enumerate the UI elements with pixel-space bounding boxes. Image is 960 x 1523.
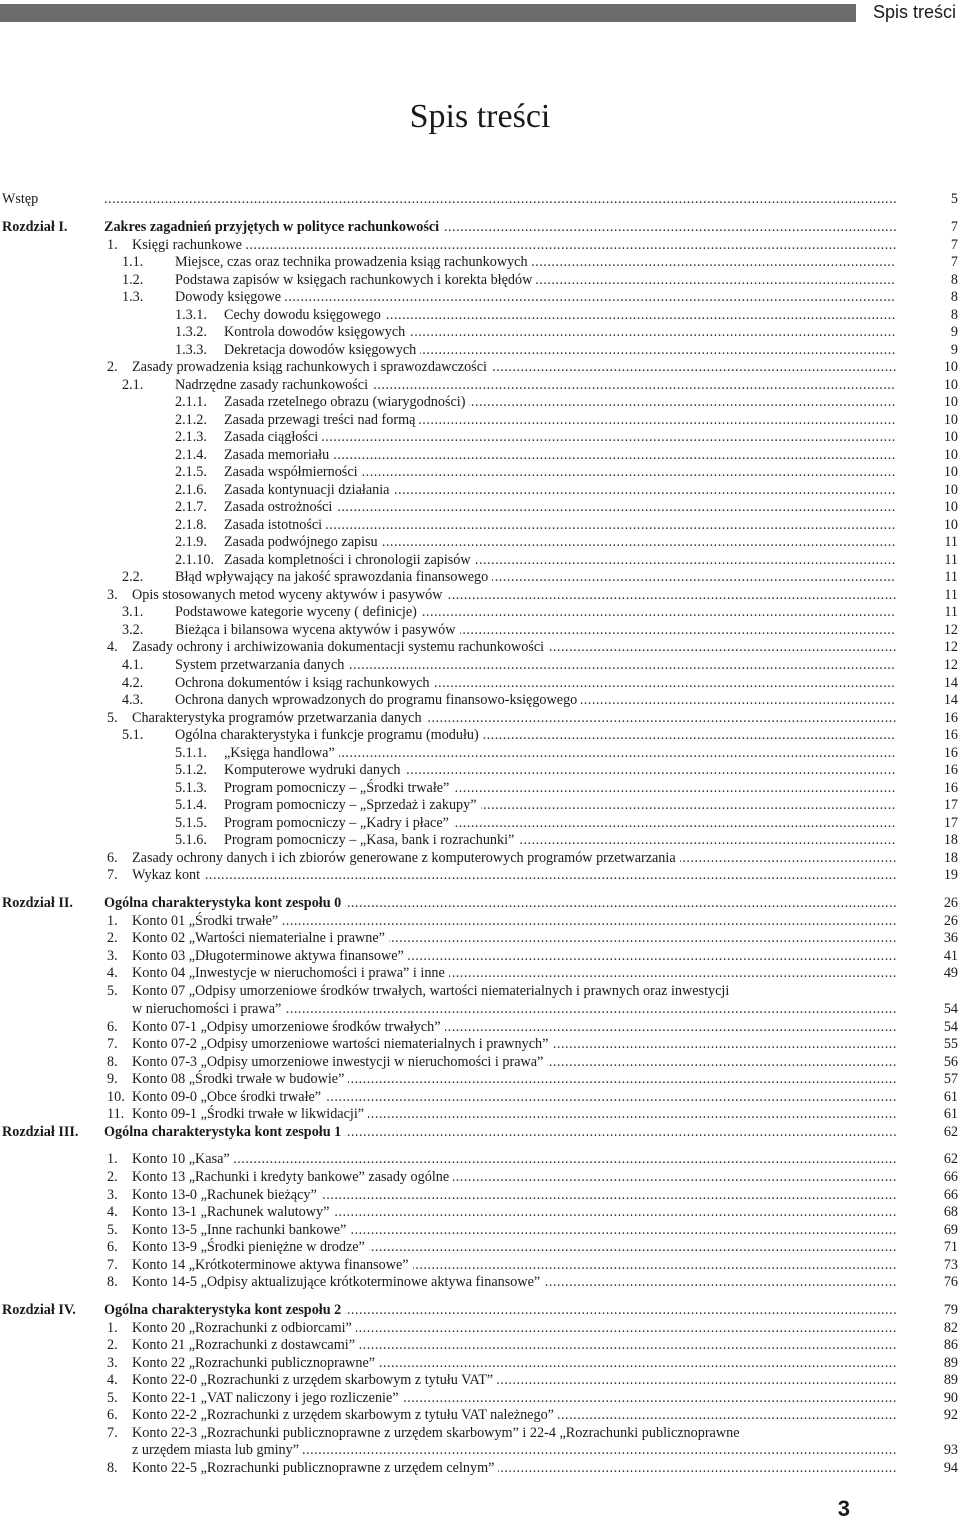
toc-entry-number: 5. bbox=[107, 1390, 118, 1406]
toc-entry-number: 4. bbox=[107, 965, 118, 981]
toc-entry-title: Konto 02 „Wartości niematerialne i prawne” bbox=[132, 929, 389, 947]
toc-entry-title: Konto 20 „Rozrachunki z odbiorcami” bbox=[132, 1319, 356, 1337]
toc-entry-title: Zasada kontynuacji działania bbox=[224, 481, 393, 499]
toc-chapter-row[interactable] bbox=[0, 1123, 960, 1141]
toc-entry-number: 5.1. bbox=[122, 727, 144, 743]
toc-page-number: 12 bbox=[943, 657, 958, 673]
toc-entry-number: 4. bbox=[107, 1372, 118, 1388]
toc-entry-title: Konto 22-3 „Rozrachunki publicznoprawne z urzędem skarbowym” i 22-4 „Rozrachunki publicznoprawne bbox=[132, 1424, 744, 1442]
toc-page-number: 66 bbox=[943, 1169, 958, 1185]
toc-entry-row[interactable] bbox=[0, 516, 960, 534]
toc-entry-number: 1.1. bbox=[122, 254, 144, 270]
toc-entry-title: Konto 21 „Rozrachunki z dostawcami” bbox=[132, 1336, 359, 1354]
toc-page-number: 89 bbox=[943, 1372, 958, 1388]
toc-entry-row[interactable] bbox=[0, 866, 960, 884]
toc-entry-row[interactable] bbox=[0, 1203, 960, 1221]
toc-entry-title: Zasada podwójnego zapisu bbox=[224, 533, 382, 551]
toc-entry-number: 1.3. bbox=[122, 289, 144, 305]
toc-entry-row[interactable] bbox=[0, 1186, 960, 1204]
toc-entry-row[interactable] bbox=[0, 323, 960, 341]
toc-entry-title: Konto 07-1 „Odpisy umorzeniowe środków trwałych” bbox=[132, 1018, 445, 1036]
toc-entry-row[interactable] bbox=[0, 1221, 960, 1239]
toc-page-number: 36 bbox=[943, 930, 958, 946]
toc-entry-title: Konto 07-3 „Odpisy umorzeniowe inwestycji w nieruchomości i prawa” bbox=[132, 1053, 547, 1071]
toc-entry-title: Konto 22-1 „VAT naliczony i jego rozliczenie” bbox=[132, 1389, 403, 1407]
toc-leader-dots bbox=[224, 428, 896, 446]
toc-entry-title: Konto 22-2 „Rozrachunki z urzędem skarbowym z tytułu VAT należnego” bbox=[132, 1406, 558, 1424]
toc-entry-row[interactable] bbox=[0, 709, 960, 727]
toc-entry-row[interactable] bbox=[0, 1406, 960, 1424]
toc-entry-title: Bieżąca i bilansowa wycena aktywów i pasywów bbox=[175, 621, 460, 639]
toc-entry-row[interactable] bbox=[0, 849, 960, 867]
toc-entry-row[interactable] bbox=[0, 568, 960, 586]
toc-entry-title: Błąd wpływający na jakość sprawozdania finansowego bbox=[175, 568, 492, 586]
toc-page-number: 16 bbox=[943, 710, 958, 726]
toc-page-number: 11 bbox=[944, 569, 958, 585]
toc-entry-number: 2.1.2. bbox=[175, 412, 207, 428]
toc-entry-number: 4. bbox=[107, 1204, 118, 1220]
toc-entry-number: 4. bbox=[107, 639, 118, 655]
toc-page-number: 89 bbox=[943, 1355, 958, 1371]
toc-entry-row[interactable] bbox=[0, 779, 960, 797]
toc-entry-number: 2.1.7. bbox=[175, 499, 207, 515]
toc-entry-row[interactable] bbox=[0, 253, 960, 271]
toc-page-number: 10 bbox=[943, 482, 958, 498]
toc-entry-number: 6. bbox=[107, 1019, 118, 1035]
toc-entry-title: Ogólna charakterystyka i funkcje programu (modułu) bbox=[175, 726, 483, 744]
toc-page-number: 16 bbox=[943, 780, 958, 796]
toc-entry-title: Księgi rachunkowe bbox=[132, 236, 246, 254]
toc-entry-number: 2. bbox=[107, 1337, 118, 1353]
toc-entry-title: Program pomocniczy – „Sprzedaż i zakupy” bbox=[224, 796, 481, 814]
toc-page-number: 26 bbox=[943, 895, 958, 911]
toc-entry-row[interactable] bbox=[0, 982, 960, 1000]
toc-page-number: 76 bbox=[943, 1274, 958, 1290]
toc-entry-number: 8. bbox=[107, 1054, 118, 1070]
toc-entry-number: 11. bbox=[107, 1106, 125, 1122]
toc-entry-row[interactable] bbox=[0, 656, 960, 674]
toc-page-number: 69 bbox=[943, 1222, 958, 1238]
toc-page-number: 12 bbox=[943, 622, 958, 638]
toc-page-number: 62 bbox=[943, 1151, 958, 1167]
toc-entry-row[interactable] bbox=[0, 288, 960, 306]
toc-entry-row[interactable] bbox=[0, 912, 960, 930]
toc-entry-row[interactable] bbox=[0, 674, 960, 692]
toc-entry-number: 5. bbox=[107, 1222, 118, 1238]
toc-entry-number: 1.3.3. bbox=[175, 342, 207, 358]
toc-entry-title: Zasada ostrożności bbox=[224, 498, 336, 516]
toc-entry-number: 10. bbox=[107, 1089, 125, 1105]
toc-entry-title: Program pomocniczy – „Kasa, bank i rozrachunki” bbox=[224, 831, 518, 849]
toc-entry-title: Konto 07-2 „Odpisy umorzeniowe wartości niematerialnych i prawnych” bbox=[132, 1035, 552, 1053]
toc-entry-number: 3. bbox=[107, 1187, 118, 1203]
toc-entry-number: 2.1.4. bbox=[175, 447, 207, 463]
toc-entry-row[interactable] bbox=[0, 1441, 960, 1459]
toc-entry-row[interactable] bbox=[0, 1424, 960, 1442]
toc-entry-number: 3.2. bbox=[122, 622, 144, 638]
toc-page-number: 11 bbox=[944, 552, 958, 568]
toc-entry-title: Opis stosowanych metod wyceny aktywów i pasywów bbox=[132, 586, 447, 604]
toc-entry-title: Podstawa zapisów w księgach rachunkowych i korekta błędów bbox=[175, 271, 536, 289]
toc-entry-title: Cechy dowodu księgowego bbox=[224, 306, 385, 324]
toc-entry-row[interactable] bbox=[0, 1256, 960, 1274]
toc-page-number: 90 bbox=[943, 1390, 958, 1406]
toc-page-number: 94 bbox=[943, 1460, 958, 1476]
toc-entry-title: Konto 22 „Rozrachunki publicznoprawne” bbox=[132, 1354, 379, 1372]
toc-entry-number: 7. bbox=[107, 867, 118, 883]
toc-page-number: 18 bbox=[943, 850, 958, 866]
toc-page-number: 10 bbox=[943, 377, 958, 393]
toc-entry-title: Ogólna charakterystyka kont zespołu 2 bbox=[104, 1301, 345, 1319]
toc-entry-number: 1. bbox=[107, 237, 118, 253]
toc-entry-title: Podstawowe kategorie wyceny ( definicje) bbox=[175, 603, 421, 621]
toc-page-number: 54 bbox=[943, 1001, 958, 1017]
toc-entry-row[interactable] bbox=[0, 411, 960, 429]
toc-entry-row[interactable] bbox=[0, 603, 960, 621]
toc-page-number: 54 bbox=[943, 1019, 958, 1035]
toc-page-number: 14 bbox=[943, 692, 958, 708]
toc-page-number: 11 bbox=[944, 587, 958, 603]
toc-entry-title: Konto 09-1 „Środki trwałe w likwidacji” bbox=[132, 1105, 368, 1123]
toc-entry-row[interactable] bbox=[0, 236, 960, 254]
toc-page-number: 49 bbox=[943, 965, 958, 981]
toc-entry-row[interactable] bbox=[0, 341, 960, 359]
toc-page-number: 9 bbox=[950, 342, 958, 358]
toc-page-number: 57 bbox=[943, 1071, 958, 1087]
toc-entry-title: Ochrona dokumentów i ksiąg rachunkowych bbox=[175, 674, 434, 692]
toc-entry-number: 1. bbox=[107, 913, 118, 929]
toc-page-number: 10 bbox=[943, 359, 958, 375]
toc-entry-number: 5.1.2. bbox=[175, 762, 207, 778]
toc-entry-row[interactable] bbox=[0, 1238, 960, 1256]
toc-page-number: 61 bbox=[943, 1106, 958, 1122]
toc-entry-number: 6. bbox=[107, 1407, 118, 1423]
toc-entry-number: 5.1.5. bbox=[175, 815, 207, 831]
toc-entry-row[interactable] bbox=[0, 306, 960, 324]
toc-page-number: 17 bbox=[943, 815, 958, 831]
toc-entry-row[interactable] bbox=[0, 814, 960, 832]
toc-entry-title: Zasada memoriału bbox=[224, 446, 333, 464]
toc-page-number: 17 bbox=[943, 797, 958, 813]
toc-entry-number: 6. bbox=[107, 1239, 118, 1255]
toc-chapter-row[interactable] bbox=[0, 894, 960, 912]
toc-entry-title: Zasada ciągłości bbox=[224, 428, 322, 446]
toc-entry-row[interactable] bbox=[0, 1070, 960, 1088]
toc-page-number: 7 bbox=[950, 237, 958, 253]
toc-entry-title: Zasady ochrony i archiwizowania dokumentacji systemu rachunkowości bbox=[132, 638, 548, 656]
toc-entry-number: 8. bbox=[107, 1274, 118, 1290]
toc-entry-row[interactable] bbox=[0, 481, 960, 499]
toc-entry-number: 8. bbox=[107, 1460, 118, 1476]
toc-entry-title: Konto 01 „Środki trwałe” bbox=[132, 912, 282, 930]
toc-page-number: 18 bbox=[943, 832, 958, 848]
toc-entry-title: Program pomocniczy – „Kadry i płace” bbox=[224, 814, 453, 832]
running-header: Spis treści bbox=[872, 2, 956, 22]
toc-entry-title: Zasada współmierności bbox=[224, 463, 362, 481]
toc-entry-row[interactable] bbox=[0, 964, 960, 982]
toc-entry-number: 2.1.8. bbox=[175, 517, 207, 533]
toc-entry-title: w nieruchomości i prawa” bbox=[132, 1000, 285, 1018]
toc-entry-row[interactable] bbox=[0, 428, 960, 446]
toc-page-number: 66 bbox=[943, 1187, 958, 1203]
toc-page-number: 68 bbox=[943, 1204, 958, 1220]
toc-entry-row[interactable] bbox=[0, 1018, 960, 1036]
toc-entry-title: Miejsce, czas oraz technika prowadzenia ksiąg rachunkowych bbox=[175, 253, 532, 271]
toc-entry-number: 5.1.3. bbox=[175, 780, 207, 796]
toc-entry-title: Konto 14 „Krótkoterminowe aktywa finansowe” bbox=[132, 1256, 413, 1274]
toc-page-number: 92 bbox=[943, 1407, 958, 1423]
page-number: 3 bbox=[837, 1496, 850, 1521]
toc-entry-row[interactable] bbox=[0, 358, 960, 376]
toc-entry-title: Konto 13 „Rachunki i kredyty bankowe” zasady ogólne bbox=[132, 1168, 453, 1186]
toc-entry-number: 3. bbox=[107, 1355, 118, 1371]
toc-entry-row[interactable] bbox=[0, 1000, 960, 1018]
toc-entry-title: Charakterystyka programów przetwarzania danych bbox=[132, 709, 426, 727]
toc-page-number: 8 bbox=[950, 272, 958, 288]
toc-entry-number: 2. bbox=[107, 930, 118, 946]
toc-page-number: 10 bbox=[943, 499, 958, 515]
toc-entry-row[interactable] bbox=[0, 1105, 960, 1123]
toc-entry-row[interactable] bbox=[0, 761, 960, 779]
toc-entry-number: 7. bbox=[107, 1257, 118, 1273]
page-title: Spis treści bbox=[409, 98, 551, 135]
toc-page-number: 82 bbox=[943, 1320, 958, 1336]
toc-entry-number: 1. bbox=[107, 1320, 118, 1336]
toc-entry-row[interactable] bbox=[0, 1336, 960, 1354]
toc-page-number: 16 bbox=[943, 727, 958, 743]
toc-entry-row[interactable] bbox=[0, 551, 960, 569]
toc-chapter-row[interactable] bbox=[0, 1301, 960, 1319]
toc-entry-row[interactable] bbox=[0, 1168, 960, 1186]
toc-entry-title: Konto 13-0 „Rachunek bieżący” bbox=[132, 1186, 321, 1204]
toc-entry-row[interactable] bbox=[0, 1088, 960, 1106]
toc-leader-dots bbox=[132, 236, 896, 254]
toc-entry-title: „Księga handlowa” bbox=[224, 744, 339, 762]
toc-page-number: 10 bbox=[943, 412, 958, 428]
toc-page-number: 61 bbox=[943, 1089, 958, 1105]
toc-entry-number: 2.2. bbox=[122, 569, 144, 585]
toc-entry-number: 2.1. bbox=[122, 377, 144, 393]
toc-page-number: 8 bbox=[950, 289, 958, 305]
toc-entry-title: Nadrzędne zasady rachunkowości bbox=[175, 376, 372, 394]
toc-page-number: 71 bbox=[943, 1239, 958, 1255]
toc-entry-number: 2.1.3. bbox=[175, 429, 207, 445]
toc-entry-title: Dekretacja dowodów księgowych bbox=[224, 341, 420, 359]
toc-entry-row[interactable] bbox=[0, 1035, 960, 1053]
toc-entry-title: Ogólna charakterystyka kont zespołu 0 bbox=[104, 894, 345, 912]
toc-entry-row[interactable] bbox=[0, 638, 960, 656]
toc-entry-title: Wykaz kont bbox=[132, 866, 204, 884]
toc-entry-title: Zasada rzetelnego obrazu (wiarygodności) bbox=[224, 393, 469, 411]
toc-entry-row[interactable] bbox=[0, 1150, 960, 1168]
toc-entry-row[interactable] bbox=[0, 463, 960, 481]
toc-entry-title: z urzędem miasta lub gminy” bbox=[132, 1441, 303, 1459]
toc-entry-number: 5.1.6. bbox=[175, 832, 207, 848]
toc-entry-row[interactable] bbox=[0, 1371, 960, 1389]
toc-entry-number: 7. bbox=[107, 1036, 118, 1052]
toc-entry-title: Dowody księgowe bbox=[175, 288, 285, 306]
toc-entry-row[interactable] bbox=[0, 796, 960, 814]
toc-entry-row[interactable] bbox=[0, 1273, 960, 1291]
toc-page-number: 5 bbox=[950, 191, 958, 207]
toc-chapter-row[interactable] bbox=[0, 218, 960, 236]
toc-entry-title: Konto 14-5 „Odpisy aktualizujące krótkoterminowe aktywa finansowe” bbox=[132, 1273, 544, 1291]
toc-page-number: 11 bbox=[944, 604, 958, 620]
toc-entry-row[interactable] bbox=[0, 533, 960, 551]
toc-entry-title: Konto 03 „Długoterminowe aktywa finansowe” bbox=[132, 947, 408, 965]
toc-entry-number: 3. bbox=[107, 948, 118, 964]
toc-entry-title: Konto 22-0 „Rozrachunki z urzędem skarbowym z tytułu VAT” bbox=[132, 1371, 497, 1389]
toc-page-number: 7 bbox=[950, 254, 958, 270]
toc-entry-title: Kontrola dowodów księgowych bbox=[224, 323, 409, 341]
toc-entry-number: 4.2. bbox=[122, 675, 144, 691]
toc-entry-number: 5. bbox=[107, 983, 118, 999]
toc-leader-dots bbox=[104, 190, 896, 208]
toc-entry-title: Zasada przewagi treści nad formą bbox=[224, 411, 419, 429]
toc-entry-title: Konto 04 „Inwestycje w nieruchomości i prawa” i inne bbox=[132, 964, 449, 982]
toc-chapter-label: Rozdział II. bbox=[2, 895, 73, 911]
toc-entry-title: Zasady ochrony danych i ich zbiorów generowane z komputerowych programów przetwarzania bbox=[132, 849, 680, 867]
toc-entry-title: Konto 13-1 „Rachunek walutowy” bbox=[132, 1203, 333, 1221]
toc-entry-number: 2.1.9. bbox=[175, 534, 207, 550]
toc-entry-number: 3. bbox=[107, 587, 118, 603]
header-bar bbox=[0, 4, 856, 22]
toc-chapter-row[interactable] bbox=[0, 190, 960, 208]
toc-page-number: 86 bbox=[943, 1337, 958, 1353]
toc-page-number: 93 bbox=[943, 1442, 958, 1458]
toc-entry-title: Konto 13-5 „Inne rachunki bankowe” bbox=[132, 1221, 350, 1239]
toc-entry-row[interactable] bbox=[0, 691, 960, 709]
toc-entry-title: Konto 10 „Kasa” bbox=[132, 1150, 234, 1168]
toc-entry-row[interactable] bbox=[0, 1389, 960, 1407]
toc-chapter-label: Rozdział I. bbox=[2, 219, 68, 235]
toc-entry-title: Konto 13-9 „Środki pieniężne w drodze” bbox=[132, 1238, 369, 1256]
toc-entry-number: 5.1.4. bbox=[175, 797, 207, 813]
toc-leader-dots bbox=[132, 1150, 896, 1168]
toc-page-number: 14 bbox=[943, 675, 958, 691]
toc-entry-title: Program pomocniczy – „Środki trwałe” bbox=[224, 779, 453, 797]
toc-entry-row[interactable] bbox=[0, 586, 960, 604]
toc-entry-row[interactable] bbox=[0, 744, 960, 762]
toc-chapter-label: Rozdział III. bbox=[2, 1124, 79, 1140]
toc-page-number: 19 bbox=[943, 867, 958, 883]
toc-page-number: 62 bbox=[943, 1124, 958, 1140]
toc-page-number: 10 bbox=[943, 447, 958, 463]
toc-entry-row[interactable] bbox=[0, 446, 960, 464]
toc-leader-dots bbox=[132, 866, 896, 884]
toc-page-number: 10 bbox=[943, 394, 958, 410]
toc-entry-number: 2. bbox=[107, 359, 118, 375]
toc-entry-row[interactable] bbox=[0, 831, 960, 849]
toc-entry-number: 5. bbox=[107, 710, 118, 726]
toc-entry-row[interactable] bbox=[0, 1053, 960, 1071]
toc-page-number: 79 bbox=[943, 1302, 958, 1318]
toc-entry-number: 2.1.5. bbox=[175, 464, 207, 480]
toc-page-number: 41 bbox=[943, 948, 958, 964]
toc-entry-row[interactable] bbox=[0, 1319, 960, 1337]
toc-entry-number: 3.1. bbox=[122, 604, 144, 620]
toc-entry-title: Komputerowe wydruki danych bbox=[224, 761, 405, 779]
toc-entry-row[interactable] bbox=[0, 947, 960, 965]
toc-chapter-label: Rozdział IV. bbox=[2, 1302, 76, 1318]
toc-entry-number: 2.1.1. bbox=[175, 394, 207, 410]
toc-entry-row[interactable] bbox=[0, 498, 960, 516]
toc-entry-row[interactable] bbox=[0, 1354, 960, 1372]
toc-entry-row[interactable] bbox=[0, 621, 960, 639]
toc-entry-number: 9. bbox=[107, 1071, 118, 1087]
toc-entry-row[interactable] bbox=[0, 1459, 960, 1477]
toc-page-number: 10 bbox=[943, 464, 958, 480]
toc-entry-number: 4.1. bbox=[122, 657, 144, 673]
toc-page-number: 16 bbox=[943, 745, 958, 761]
toc-entry-row[interactable] bbox=[0, 726, 960, 744]
toc-entry-row[interactable] bbox=[0, 929, 960, 947]
toc-page-number: 10 bbox=[943, 429, 958, 445]
toc-entry-title: Konto 08 „Środki trwałe w budowie” bbox=[132, 1070, 348, 1088]
toc-entry-row[interactable] bbox=[0, 393, 960, 411]
toc-entry-number: 5.1.1. bbox=[175, 745, 207, 761]
toc-entry-title: Zasada kompletności i chronologii zapisów bbox=[224, 551, 475, 569]
toc-entry-number: 6. bbox=[107, 850, 118, 866]
toc-page-number: 8 bbox=[950, 307, 958, 323]
toc-page-number: 9 bbox=[950, 324, 958, 340]
toc-page-number: 7 bbox=[950, 219, 958, 235]
toc-entry-title: Ochrona danych wprowadzonych do programu finansowo-księgowego bbox=[175, 691, 581, 709]
toc-entry-title: System przetwarzania danych bbox=[175, 656, 348, 674]
toc-entry-number: 2.1.6. bbox=[175, 482, 207, 498]
toc-entry-number: 2.1.10. bbox=[175, 552, 215, 568]
toc-page-number: 73 bbox=[943, 1257, 958, 1273]
toc-entry-number: 7. bbox=[107, 1425, 118, 1441]
toc-entry-title: Zakres zagadnień przyjętych w polityce rachunkowości bbox=[104, 218, 443, 236]
toc-entry-number: 4.3. bbox=[122, 692, 144, 708]
toc-entry-number: 2. bbox=[107, 1169, 118, 1185]
toc-entry-row[interactable] bbox=[0, 271, 960, 289]
toc-page-number: 16 bbox=[943, 762, 958, 778]
toc-entry-title: Zasady prowadzenia ksiąg rachunkowych i sprawozdawczości bbox=[132, 358, 491, 376]
toc-entry-title: Konto 22-5 „Rozrachunki publicznoprawne z urzędem celnym” bbox=[132, 1459, 498, 1477]
toc-entry-title: Zasada istotności bbox=[224, 516, 326, 534]
toc-entry-title: Ogólna charakterystyka kont zespołu 1 bbox=[104, 1123, 345, 1141]
toc-entry-number: 1. bbox=[107, 1151, 118, 1167]
toc-entry-number: 1.3.1. bbox=[175, 307, 207, 323]
toc-entry-title: Konto 07 „Odpisy umorzeniowe środków trwałych, wartości niematerialnych i prawnych oraz inwestycji bbox=[132, 982, 733, 1000]
toc-entry-number: 1.3.2. bbox=[175, 324, 207, 340]
toc-page-number: 12 bbox=[943, 639, 958, 655]
toc-entry-row[interactable] bbox=[0, 376, 960, 394]
toc-page-number: 55 bbox=[943, 1036, 958, 1052]
toc-entry-title: Konto 09-0 „Obce środki trwałe” bbox=[132, 1088, 325, 1106]
toc-page-number: 26 bbox=[943, 913, 958, 929]
toc-page-number: 10 bbox=[943, 517, 958, 533]
toc-page-number: 56 bbox=[943, 1054, 958, 1070]
toc-entry-number: 1.2. bbox=[122, 272, 144, 288]
toc-chapter-label: Wstęp bbox=[2, 191, 39, 207]
toc-page-number: 11 bbox=[944, 534, 958, 550]
